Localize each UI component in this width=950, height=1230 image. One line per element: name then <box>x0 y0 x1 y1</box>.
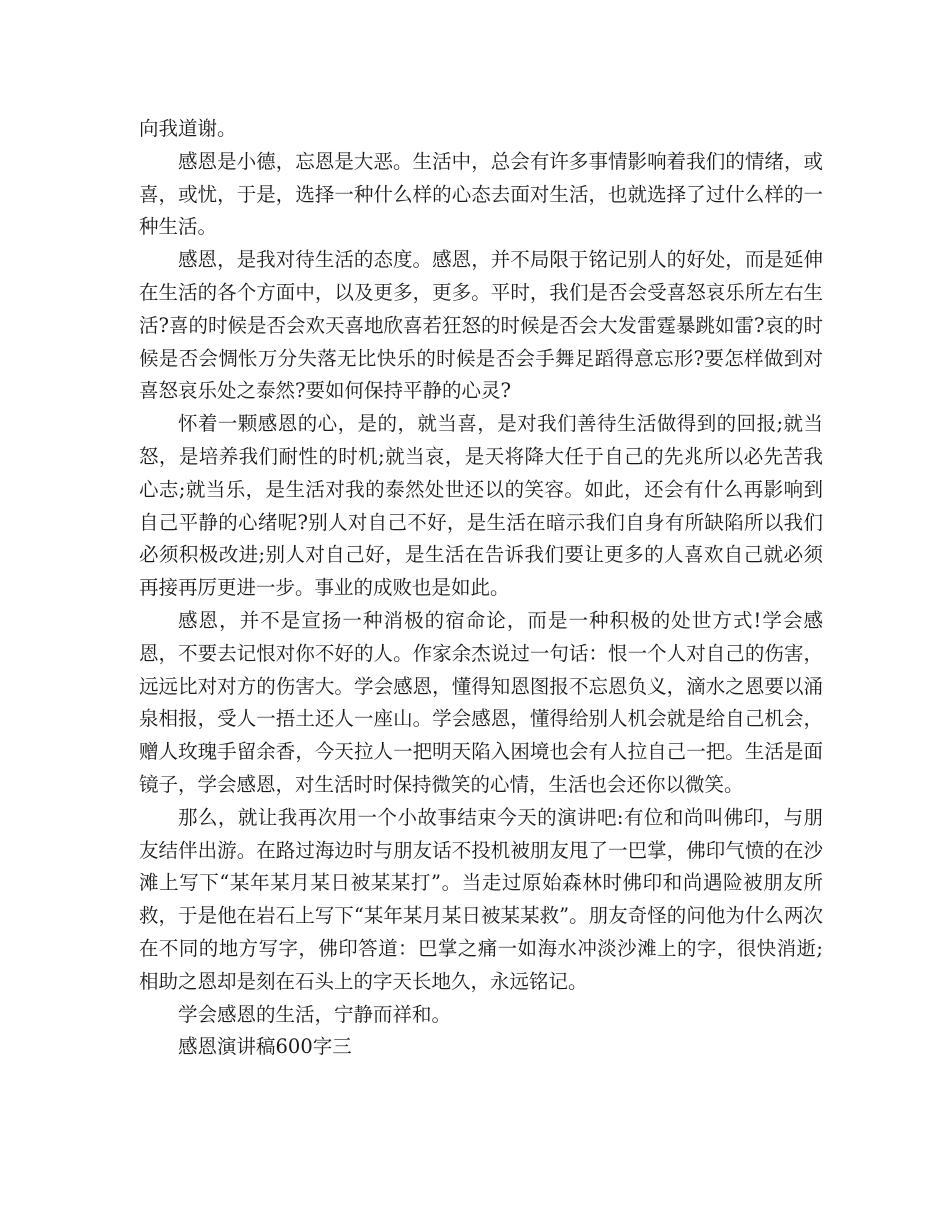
section-heading: 感恩演讲稿600字三 <box>178 1035 352 1059</box>
document-body <box>139 113 823 1064</box>
paragraph-7: 学会感恩的生活，宁静而祥和。 <box>178 1002 452 1026</box>
paragraph-5: 感恩，并不是宣扬一种消极的宿命论，而是一种积极的处世方式!学会感恩，不要去记恨对你不好的人。作家余杰说过一句话：恨一个人对自己的伤害，远远比对对方的伤害大。学会感恩，懂得知恩图报不忘恩负义，滴水之恩要以涌泉相报，受人一捂土还人一座山。学会感恩，懂得给别人机会就是给自己机会，赠人玫瑰手留余香，今天拉人一把明天陷入困境也会有人拉自己一把。生活是面镜子，学会感恩，对生活时时保持微笑的心情，生活也会还你以微笑。 <box>139 608 823 796</box>
paragraph-6: 那么，就让我再次用一个小故事结束今天的演讲吧:有位和尚叫佛印，与朋友结伴出游。在路过海边时与朋友话不投机被朋友甩了一巴掌，佛印气愤的在沙滩上写下“某年某月某日被某某打”。当走过原始森林时佛印和尚遇险被朋友所救，于是他在岩石上写下“某年某月某日被某某救”。朋友奇怪的问他为什么两次在不同的地方写字，佛印答道：巴掌之痛一如海水冲淡沙滩上的字，很快消逝;相助之恩却是刻在石头上的字天长地久，永远铭记。 <box>139 805 823 993</box>
paragraph-3: 感恩，是我对待生活的态度。感恩，并不局限于铭记别人的好处，而是延伸在生活的各个方面中，以及更多，更多。平时，我们是否会受喜怒哀乐所左右生活?喜的时候是否会欢天喜地欣喜若狂怒的时候是否会大发雷霆暴跳如雷?哀的时候是否会惆怅万分失落无比快乐的时候是否会手舞足蹈得意忘形?要怎样做到对喜怒哀乐处之泰然?要如何保持平静的心灵? <box>139 248 823 403</box>
paragraph-1: 向我道谢。 <box>139 117 237 140</box>
paragraph-2: 感恩是小德，忘恩是大恶。生活中，总会有许多事情影响着我们的情绪，或喜，或忧，于是，选择一种什么样的心态去面对生活，也就选择了过什么样的一种生活。 <box>139 149 823 239</box>
paragraph-4: 怀着一颗感恩的心，是的，就当喜，是对我们善待生活做得到的回报;就当怒，是培养我们耐性的时机;就当哀，是天将降大任于自己的先兆所以必先苦我心志;就当乐，是生活对我的泰然处世还以的笑容。如此，还会有什么再影响到自己平静的心绪呢?别人对自己不好，是生活在暗示我们自身有所缺陷所以我们必须积极改进;别人对自己好，是生活在告诉我们要让更多的人喜欢自己就必须再接再厉更进一步。事业的成败也是如此。 <box>139 412 823 600</box>
